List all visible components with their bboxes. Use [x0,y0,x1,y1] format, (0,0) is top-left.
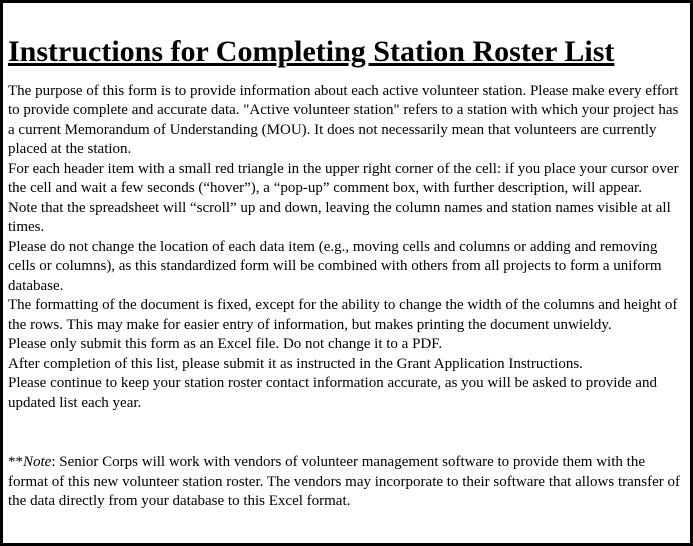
note-italic-word: Note [23,454,52,470]
instruction-paragraph-scroll: Note that the spreadsheet will “scroll” up and down, leaving the column names and station names visible at all times. [8,199,671,235]
instruction-paragraph-keep-accurate: Please continue to keep your station roster contact information accurate, as you will be asked to provide and updated list each year. [8,375,657,411]
instruction-paragraph-formatting-fixed: The formatting of the document is fixed, except for the ability to change the width of the columns and height of the rows. This may make for easier entry of information, but makes printing the document unwieldy. [8,297,678,333]
instruction-paragraph-purpose: The purpose of this form is to provide information about each active volunteer station. Please make every effort to provide complete and accurate data. "Active volunteer station" refers to a station with which your project has a current Memorandum of Understanding (MOU). It does not necessarily mean that volunteers are currently placed at the station. [8,82,679,157]
instruction-paragraph-hover-comments: For each header item with a small red triangle in the upper right corner of the cell: if you place your cursor over the cell and wait a few seconds (“hover”), a “pop-up” comment box, with further description, will appear. [8,160,679,196]
instruction-paragraph-excel-only: Please only submit this form as an Excel file. Do not change it to a PDF. [8,336,443,352]
document-title: Instructions for Completing Station Roster List [8,35,615,68]
note-paragraph [8,453,686,512]
note-asterisks: ** [8,454,23,470]
instruction-paragraph-do-not-move-cells: Please do not change the location of each data item (e.g., moving cells and columns or adding and removing cells or columns), as this standardized form will be combined with others from all projects to form a uniform database. [8,238,662,294]
instruction-paragraph-submit: After completion of this list, please submit it as instructed in the Grant Application Instructions. [8,355,583,372]
note-text: : Senior Corps will work with vendors of volunteer management software to provide them with the format of this new volunteer station roster. The vendors may incorporate to their software that allows transfer of the data directly from your database to this Excel format. [8,454,681,509]
